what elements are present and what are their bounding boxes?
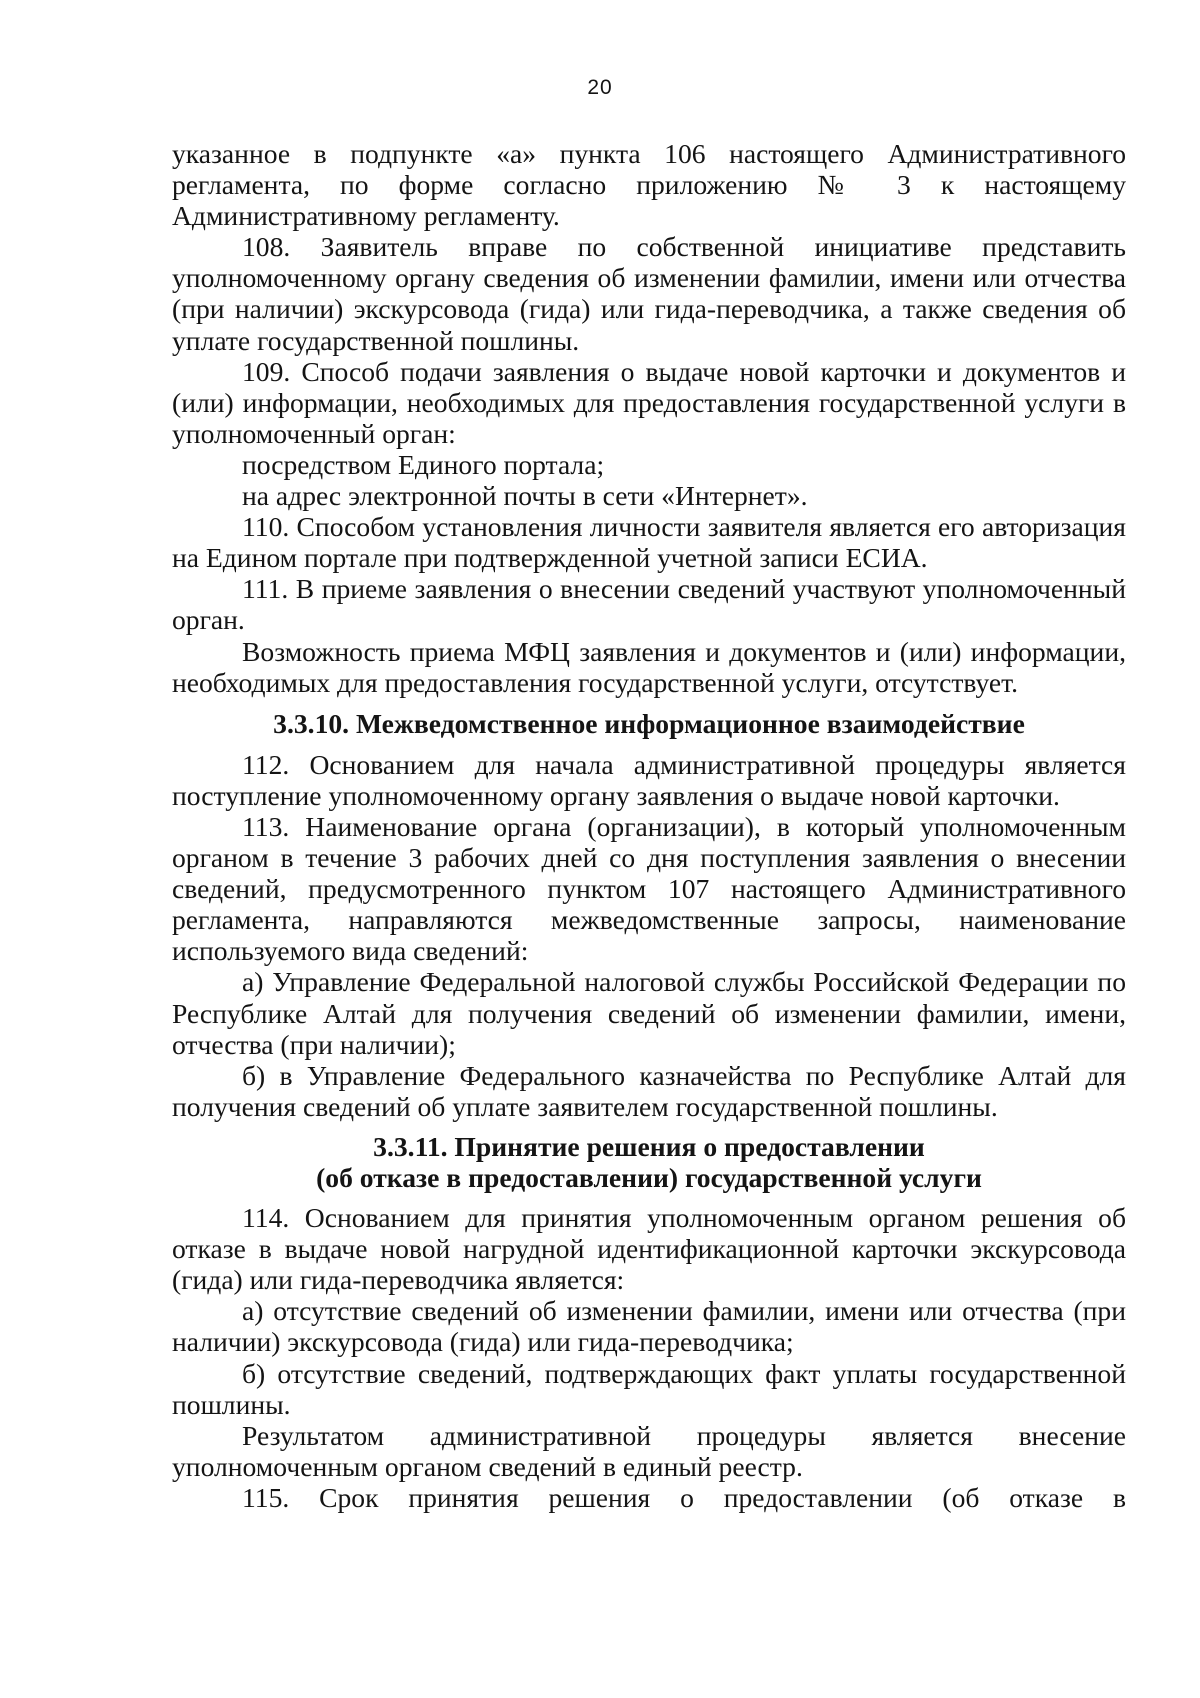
paragraph-113: 113. Наименование органа (организации), в который уполномоченным органом в течение 3 рабочих дней со дня поступления заявления о внесении сведений, предусмотренного пунктом 107 настоящего Административного регламента, направляются межведомственные запросы, наименование используемого вида сведений: bbox=[172, 810, 1126, 967]
paragraph-109-option-portal: посредством Единого портала; bbox=[242, 448, 605, 480]
paragraph-111: 111. В приеме заявления о внесении сведений участвуют уполномоченный орган. bbox=[172, 573, 1126, 636]
paragraph-114-item-a: а) отсутствие сведений об изменении фамилии, имени или отчества (при наличии) экскурсовода (гида) или гида-переводчика; bbox=[172, 1295, 1126, 1358]
section-heading-3-3-10: 3.3.10. Межведомственное информационное взаимодействие bbox=[273, 707, 1025, 739]
paragraph-113-item-a: а) Управление Федеральной налоговой службы Российской Федерации по Республике Алтай для получения сведений об изменении фамилии, имени, отчества (при наличии); bbox=[172, 966, 1126, 1060]
paragraph-114: 114. Основанием для принятия уполномоченным органом решения об отказе в выдаче новой нагрудной идентификационной карточки экскурсовода (гида) или гида-переводчика является: bbox=[172, 1202, 1126, 1296]
paragraph-113-item-b: б) в Управление Федерального казначейства по Республике Алтай для получения сведений об уплате заявителем государственной пошлины. bbox=[172, 1059, 1126, 1122]
document-body bbox=[172, 138, 1126, 1513]
section-heading-3-3-11 bbox=[172, 1131, 1126, 1193]
paragraph-107-continuation: указанное в подпункте «а» пункта 106 настоящего Административного регламента, по форме согласно приложению № 3 к настоящему Административному регламенту. bbox=[172, 138, 1126, 232]
paragraph-114-item-b: б) отсутствие сведений, подтверждающих факт уплаты государственной пошлины. bbox=[172, 1357, 1126, 1420]
section-heading-3-3-11-line-2: (об отказе в предоставлении) государственной услуги bbox=[316, 1162, 982, 1193]
paragraph-109-option-email: на адрес электронной почты в сети «Интернет». bbox=[242, 480, 808, 512]
paragraph-procedure-result: Результатом административной процедуры является внесение уполномоченным органом сведений в единый реестр. bbox=[172, 1419, 1126, 1482]
page-number: 20 bbox=[587, 76, 613, 99]
paragraph-108: 108. Заявитель вправе по собственной инициативе представить уполномоченному органу сведения об изменении фамилии, имени или отчества (при наличии) экскурсовода (гида) или гида-переводчика, а также сведения об уплате государственной пошлины. bbox=[172, 231, 1126, 356]
section-heading-3-3-11-line-1: 3.3.11. Принятие решения о предоставлении bbox=[373, 1130, 925, 1162]
paragraph-110: 110. Способом установления личности заявителя является его авторизация на Едином портале при подтвержденной учетной записи ЕСИА. bbox=[172, 511, 1126, 574]
paragraph-109: 109. Способ подачи заявления о выдаче новой карточки и документов и (или) информации, необходимых для предоставления государственной услуги в уполномоченный орган: bbox=[172, 355, 1126, 449]
paragraph-112: 112. Основанием для начала административной процедуры является поступление уполномоченному органу заявления о выдаче новой карточки. bbox=[172, 748, 1126, 811]
paragraph-mfc-note: Возможность приема МФЦ заявления и документов и (или) информации, необходимых для предоставления государственной услуги, отсутствует. bbox=[172, 635, 1126, 698]
paragraph-115: 115. Срок принятия решения о предоставлении (об отказе в bbox=[242, 1481, 1126, 1513]
